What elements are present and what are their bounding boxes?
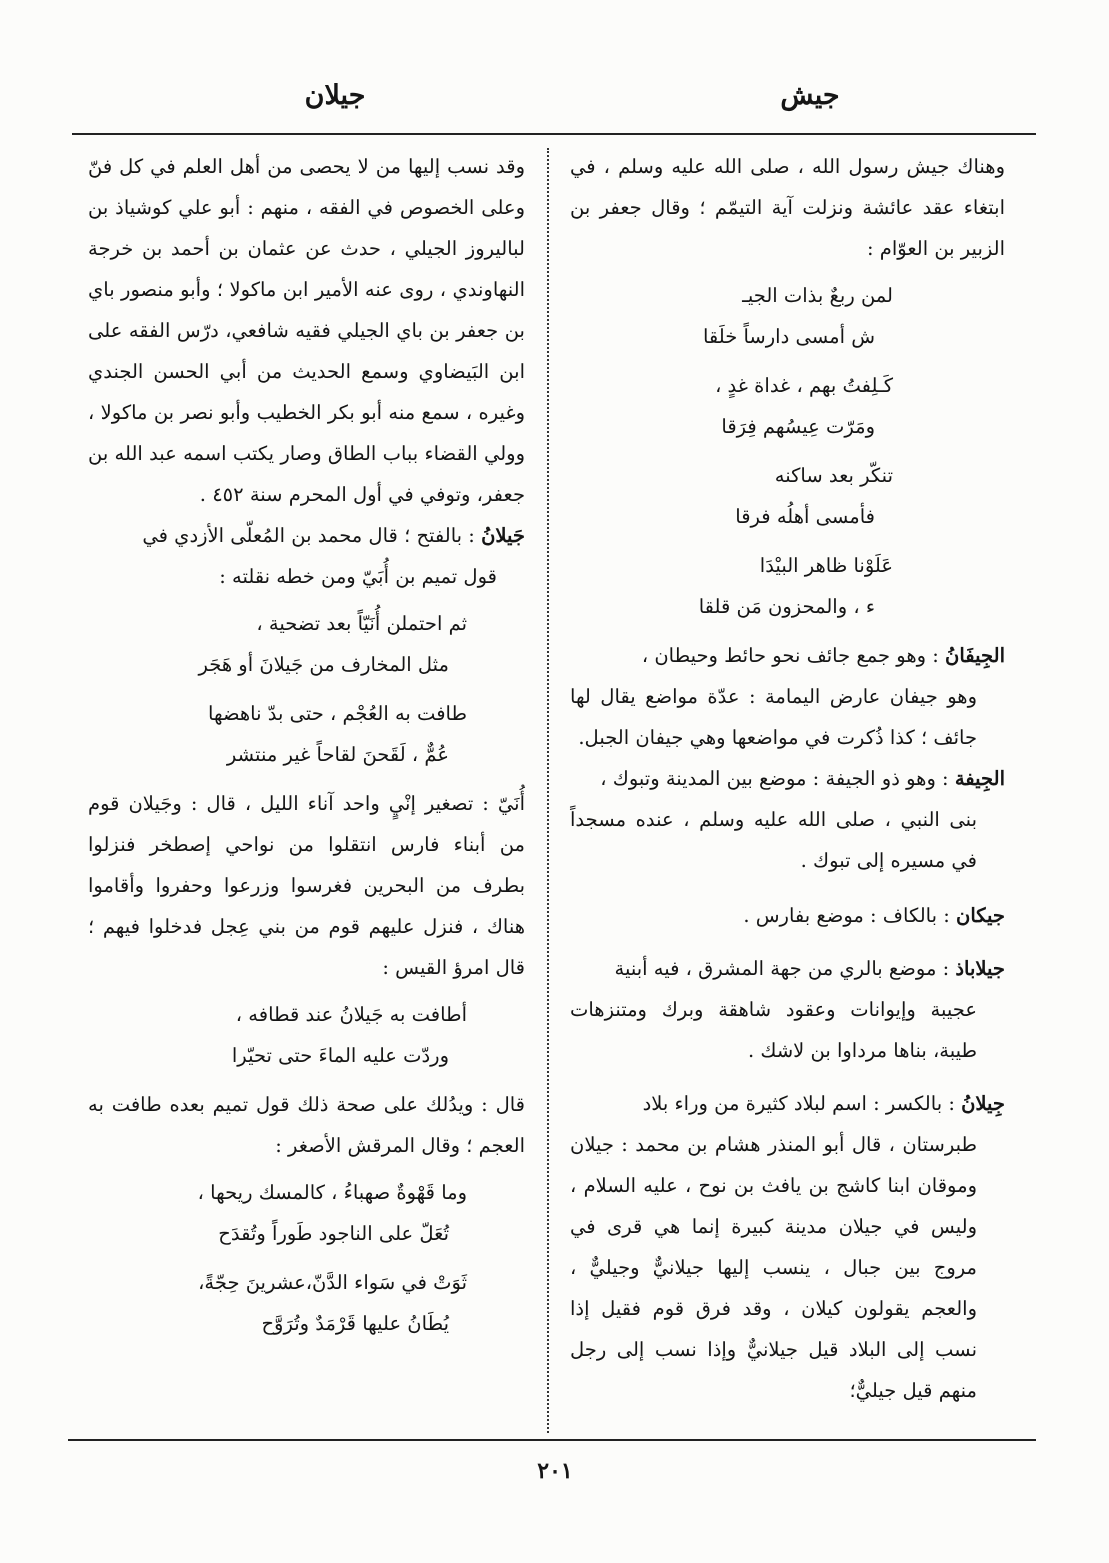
- poem-line: وردّت عليه الماءَ حتى تحيّرا: [231, 1044, 449, 1067]
- left-column: [88, 146, 525, 1352]
- poem-line: ش أمسى دارساً خلَقا: [702, 325, 875, 348]
- running-header-right: جيش: [780, 80, 840, 111]
- poem-stanza: [570, 365, 893, 447]
- poem-stanza: [88, 994, 467, 1076]
- entry-headword: جِيلانُ: [961, 1092, 1005, 1115]
- running-header-left: جيلان: [304, 80, 366, 111]
- poem-stanza: [570, 455, 893, 537]
- poem-line: مثل المخارف من جَيلانَ أو هَجَر: [198, 653, 449, 676]
- header-rule: [72, 133, 1036, 135]
- right-intro: وهناك جيش رسول الله ، صلى الله عليه وسلم ، في ابتغاء عقد عائشة ونزلت آية التيمّم ؛ وقال جعفر بن الزبير بن العوّام :: [570, 155, 1005, 260]
- poem-stanza: [88, 1262, 467, 1344]
- poem-line: ومَرّت عِيسُهم فِرَقا: [721, 415, 875, 438]
- entry-headword: جيلاباذ: [955, 957, 1005, 980]
- entry-headword: جيكان: [956, 904, 1005, 927]
- poem-line: فأمسى أهلُه فرقا: [735, 505, 875, 528]
- entry-text: : بالكاف : موضع بفارس .: [743, 904, 950, 927]
- entry-continuation: قول تميم بن أُبَيّ ومن خطه نقلته :: [219, 565, 497, 588]
- poem-stanza: [570, 275, 893, 357]
- poem-line: تُعَلّ على الناجود طَوراً وتُقدَح: [218, 1222, 449, 1245]
- poem-line: ء ، والمحزون مَن قلقا: [698, 595, 875, 618]
- poem-line: لمن ربعٌ بذات الجيـ: [742, 284, 893, 307]
- left-poem-1: [88, 603, 525, 775]
- poem-line: يُطَانُ عليها قَرْمَدٌ وتُرَوَّح: [261, 1312, 449, 1335]
- left-poem-3: [88, 1172, 525, 1344]
- dictionary-entry: [570, 1083, 1005, 1124]
- footer-rule: [68, 1439, 1036, 1441]
- entry-continuation: بنى النبي ، صلى الله عليه وسلم ، عنده مسجداً في مسيره إلى تبوك .: [570, 808, 977, 872]
- page-number: ٢٠١: [537, 1458, 573, 1484]
- poem-line: كَـلِفتُ بهم ، غداة غدٍ ،: [715, 374, 893, 397]
- poem-line: ثَوَتْ في سَواء الدَّنّ،عشرينَ حِجّةً،: [198, 1271, 467, 1294]
- left-paragraph: أُنَيّ : تصغير إنْيٍ واحد آناء الليل ، قال : وجَيلان قوم من أبناء فارس انتقلوا من نواحي إصطخر فنزلوا بطرف من البحرين فغرسوا وزرعوا وحفروا وأقاموا هناك ، فنزل عليهم قوم من بني عِجل فدخلوا فيهم ؛ قال امرؤ القيس :: [88, 792, 525, 979]
- dictionary-entry: [570, 635, 1005, 676]
- entry-text: : بالفتح ؛ قال محمد بن المُعلّى الأزدي في: [142, 524, 475, 547]
- dictionary-entry: [570, 758, 1005, 799]
- entry-continuation: طبرستان ، قال أبو المنذر هشام بن محمد : جيلان وموقان ابنا كاشج بن يافث بن نوح ، عليه السلام ، وليس في جيلان مدينة كبيرة إنما هي قرى في مروج بين جبال ، ينسب إليها جيلانيٌّ وجيليٌّ ، والعجم يقولون كيلان ، وقد فرق قوم فقيل إذا نسب إلى البلاد قيل جيلانيٌّ وإذا نسب إلى رجل منهم قيل جيليٌّ؛: [570, 1133, 977, 1402]
- entry-text: : وهو ذو الجيفة : موضع بين المدينة وتبوك ،: [600, 767, 949, 790]
- entry-continuation: وهو جيفان عارض اليمامة : عدّة مواضع يقال لها جائف ؛ كذا ذُكرت في مواضعها وهي جيفان الجبل.: [570, 685, 977, 749]
- column-divider: [547, 148, 549, 1433]
- left-intro: وقد نسب إليها من لا يحصى من أهل العلم في كل فنّ وعلى الخصوص في الفقه ، منهم : أبو علي كوشياذ بن لباليروز الجيلي ، حدث عن عثمان بن أحمد بن خرجة النهاوندي ، روى عنه الأمير ابن ماكولا ؛ وأبو منصور باي بن جعفر بن باي الجيلي فقيه شافعي، درّس الفقه على ابن البَيضاوي وسمع الحديث من أبي الحسن الجندي وغيره ، سمع منه أبو بكر الخطيب وأبو نصر بن ماكولا ، وولي القضاء بباب الطاق وصار يكتب اسمه عبد الله بن جعفر، وتوفي في أول المحرم سنة ٤٥٢ .: [88, 155, 525, 506]
- poem-line: وما قَهْوةٌ صهباءُ ، كالمسك ريحها ،: [197, 1181, 467, 1204]
- right-column: [570, 146, 1005, 1411]
- left-paragraph: قال : ويدُلك على صحة ذلك قول تميم بعده طافت به العجم ؛ وقال المرقش الأصغر :: [88, 1093, 525, 1157]
- poem-stanza: [88, 1172, 467, 1254]
- poem-line: طافت به العُجْم ، حتى بدّ ناهضها: [208, 702, 467, 725]
- poem-line: عَلَوْنا ظاهر البيْدَا: [759, 554, 893, 577]
- poem-stanza: [88, 603, 467, 685]
- entry-text: : موضع بالري من جهة المشرق ، فيه أبنية: [614, 957, 950, 980]
- poem-line: تنكّر بعد ساكنه: [774, 464, 893, 487]
- poem-stanza: [88, 693, 467, 775]
- entry-text: : بالكسر : اسم لبلاد كثيرة من وراء بلاد: [642, 1092, 955, 1115]
- poem-stanza: [570, 545, 893, 627]
- entry-continuation: عجيبة وإيوانات وعقود شاهقة وبرك ومتنزهات طيبة، بناها مرداوا بن لاشك .: [570, 998, 977, 1062]
- poem-line: أطافت به جَيلانُ عند قطافه ،: [235, 1003, 467, 1026]
- dictionary-entry: [570, 948, 1005, 989]
- dictionary-entry: [88, 515, 525, 556]
- entry-text: : وهو جمع جائف نحو حائط وحيطان ،: [641, 644, 939, 667]
- entry-headword: الجِيفة: [954, 767, 1005, 790]
- left-poem-2: [88, 994, 525, 1076]
- poem-line: ثم احتملن أُنَيّاً بعد تضحية ،: [256, 612, 467, 635]
- poem-line: عُمٌّ ، لَقَحنَ لقاحاً غير منتشر: [226, 743, 449, 766]
- entry-headword: جَيلانُ: [481, 524, 525, 547]
- entry-headword: الجِيفَانُ: [945, 644, 1005, 667]
- dictionary-entry: [570, 895, 1005, 936]
- right-poem: [570, 275, 1005, 627]
